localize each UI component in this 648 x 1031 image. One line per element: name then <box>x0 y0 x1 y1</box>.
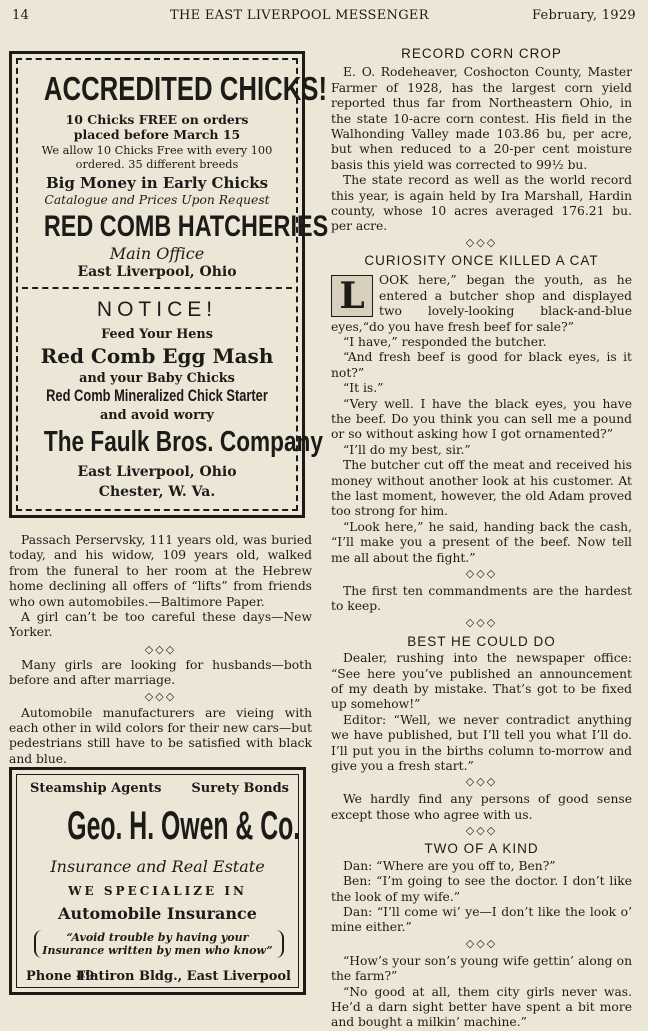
cat-title: CURIOSITY ONCE KILLED A CAT <box>364 252 599 268</box>
notice-heading: NOTICE! <box>96 298 218 321</box>
ad-divider <box>22 287 292 289</box>
surety-bonds: Surety Bonds <box>191 781 289 796</box>
faulk-city: East Liverpool, Ohio <box>77 464 237 480</box>
cat-paragraph: “And fresh beef is good for black eyes, is it not?” <box>331 350 632 380</box>
cat-paragraph: “It is.” <box>343 381 384 396</box>
steamship-agents: Steamship Agents <box>30 781 162 796</box>
ad-dashed-border <box>16 58 298 60</box>
drop-cap-letter: L <box>331 275 373 317</box>
cat-paragraph: “I’ll do my best, sir.” <box>343 442 471 457</box>
egg-mash-product: Red Comb Egg Mash <box>40 344 274 368</box>
best-paragraph: Editor: “Well, we never contradict anything we have published, but I’ll tell you what I’ll do. I’ll put you in the births column to-morrow and give you a fresh start.” <box>331 712 632 774</box>
masthead: THE EAST LIVERPOOL MESSENGER <box>170 8 429 23</box>
ad-offer: 10 Chicks FREE on orders <box>65 112 249 127</box>
ad-main-office: Main Office <box>109 244 205 263</box>
ornament: ◇◇◇ <box>465 824 498 838</box>
ornament: ◇◇◇ <box>465 936 498 950</box>
ad-offer: placed before March 15 <box>73 127 241 142</box>
ornament: ◇◇◇ <box>465 615 498 629</box>
cat-paragraph: The butcher cut off the meat and received his money without another look at his customer. At the last moment, however, the old Adam proved too strong for him. <box>331 458 632 519</box>
ad-allowance: ordered. 35 different breeds <box>75 158 239 171</box>
chicks-advertisement <box>9 51 329 518</box>
faulk-city: Chester, W. Va. <box>98 484 216 500</box>
owen-tagline: Insurance and Real Estate <box>50 857 265 876</box>
corn-paragraph: The state record as well as the world record this year, is again held by Ira Marshall, Hardin county, whose 10 acres averaged 176.21 bu. per acre. <box>331 173 632 234</box>
passach-item: Passach Perservsky, 111 years old, was buried today, and his widow, 109 years old, walked from the funeral to her room at the Hebrew home declining all offers of “lifts” from friends who own automobiles.—Baltimore Paper. <box>9 533 312 609</box>
ornament: ◇◇◇ <box>465 775 498 789</box>
commandments-item: The first ten commandments are the hardest to keep. <box>331 584 632 614</box>
corn-title: RECORD CORN CROP <box>401 46 562 61</box>
owen-address: Flatiron Bldg., East Liverpool <box>75 969 291 984</box>
ad-catalogue: Catalogue and Prices Upon Request <box>44 193 270 207</box>
best-paragraph: Dealer, rushing into the newspaper office: “See here you’ve published an announcement of my death by mistake. That’s got to be fixed up somehow!” <box>331 651 632 712</box>
sense-item: We hardly find any persons of good sense except those who agree with us. <box>331 792 632 822</box>
ornament: ◇◇◇ <box>144 689 177 703</box>
kind-paragraph: Ben: “I’m going to see the doctor. I don’t like the look of my wife.” <box>331 874 632 904</box>
notice-feed: Feed Your Hens <box>101 327 213 342</box>
ad-allowance: We allow 10 Chicks Free with every 100 <box>41 144 273 157</box>
cat-paragraph: “Very well. I have the black eyes, you have the beef. Do you think you can sell me a pound or so without asking how I got ornamented?” <box>331 396 632 442</box>
best-title: BEST HE COULD DO <box>407 633 556 649</box>
cat-paragraph: OOK here,” began the youth, as he entered a butcher shop and displayed two lovely-looking black-and-blue eyes,“do you have fresh beef for sale?” <box>331 273 632 334</box>
kind-paragraph: Dan: “I’ll come wi’ ye—I don’t like the look o’ mine either.” <box>331 904 632 935</box>
owen-phone: Phone 49 <box>26 969 95 984</box>
husbands-item: Many girls are looking for husbands—both before and after marriage. <box>9 657 312 688</box>
ornament: ◇◇◇ <box>465 235 498 249</box>
ad-big-money: Big Money in Early Chicks <box>45 174 269 192</box>
farm-paragraph: “How’s your son’s young wife gettin’ along on the farm?” <box>331 953 632 984</box>
owen-advertisement <box>9 767 306 995</box>
farm-paragraph: “No good at all, them city girls never was. He’d a darn sight better have spent a bit more and bought a milkin’ machine.” <box>331 984 632 1030</box>
cat-paragraph: “I have,” responded the butcher. <box>343 334 547 349</box>
ad-headline: ACCREDITED CHICKS! <box>43 70 328 107</box>
left-column-items <box>9 533 312 767</box>
corn-paragraph: E. O. Rodeheaver, Coshocton County, Master Farmer of 1928, has the largest corn yield reported thus far from Northeastern Ohio, in the state 10-acre corn contest. His field in the Walhonding Valley made 103.86 bu, per acre, but when reduced to a 20-per cent moisture basis this yield was corrected to 99½ bu. <box>331 65 632 172</box>
ad-dashed-border <box>16 509 298 511</box>
girl-item: A girl can’t be too careful these days—New Yorker. <box>9 610 312 640</box>
ornament: ◇◇◇ <box>144 642 177 656</box>
automobile-item: Automobile manufacturers are vieing with each other in wild colors for their new cars—but pedestrians still have to be satisfied with black and blue. <box>9 705 312 766</box>
issue-date: February, 1929 <box>531 8 636 23</box>
notice-baby-chicks: and your Baby Chicks <box>79 371 235 386</box>
notice-avoid-worry: and avoid worry <box>100 408 214 423</box>
owen-automobile-insurance: Automobile Insurance <box>58 904 257 923</box>
page-number: 14 <box>12 8 30 23</box>
cat-paragraph: “Look here,” he said, handing back the cash, “I’ll make you a present of the beef. Now tell me all about the fight.” <box>331 519 632 565</box>
kind-title: TWO OF A KIND <box>424 841 539 857</box>
ornament: ◇◇◇ <box>465 567 498 580</box>
ad-city: East Liverpool, Ohio <box>77 264 237 280</box>
owen-company-name: Geo. H. Owen & Co. <box>67 804 301 848</box>
hatcheries-name: RED COMB HATCHERIES <box>43 210 329 243</box>
owen-specialize: WE SPECIALIZE IN <box>68 884 247 898</box>
right-column <box>331 46 632 1031</box>
owen-quote: “Avoid trouble by having your <box>66 931 249 944</box>
chick-starter: Red Comb Mineralized Chick Starter <box>46 387 268 405</box>
faulk-bros-name: The Faulk Bros. Company <box>43 426 323 458</box>
owen-quote: Insurance written by men who know” <box>42 944 273 957</box>
kind-paragraph: Dan: “Where are you off to, Ben?” <box>343 858 556 873</box>
